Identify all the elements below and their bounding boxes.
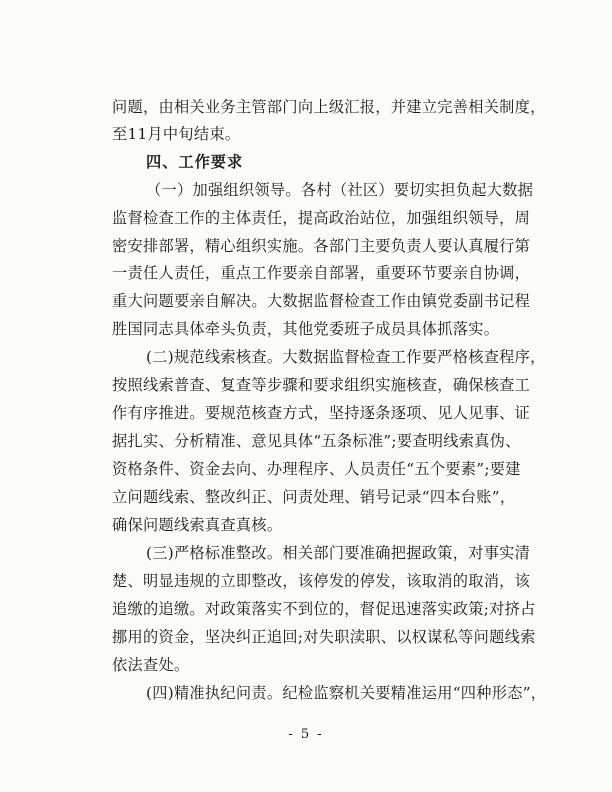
body-line: （一）加强组织领导。各村（社区）要切实担负起大数据 bbox=[146, 181, 534, 199]
page-number: - 5 - bbox=[288, 727, 324, 742]
body-line: 至11月中旬结束。 bbox=[112, 125, 241, 143]
body-line: (四)精准执纪问责。纪检监察机关要精准运用“四种形态”， bbox=[146, 684, 547, 702]
body-line: 确保问题线索真查真核。 bbox=[112, 516, 283, 534]
body-line: 重大问题要亲自解决。大数据监督检查工作由镇党委副书记程 bbox=[112, 292, 531, 310]
body-line: 作有序推进。要规范核查方式，坚持逐条逐项、见人见事、证 bbox=[112, 404, 531, 422]
body-line: (二)规范线索核查。大数据监督检查工作要严格核查程序， bbox=[146, 348, 546, 366]
body-line: 追缴的追缴。对政策落实不到位的，督促迅速落实政策;对挤占 bbox=[112, 600, 536, 618]
body-line: 一责任人责任，重点工作要亲自部署，重要环节要亲自协调， bbox=[112, 264, 531, 282]
body-line: 据扎实、分析精准、意见具体“五条标准”;要查明线索真伪、 bbox=[112, 432, 521, 450]
body-line: 按照线索普查、复查等步骤和要求组织实施核查，确保核查工 bbox=[112, 376, 531, 394]
body-line: 楚、明显违规的立即整改，该停发的停发，该取消的取消，该 bbox=[112, 572, 531, 590]
body-line: 依法查处。 bbox=[112, 656, 190, 674]
body-line: 挪用的资金，坚决纠正追回;对失职渎职、以权谋私等问题线索 bbox=[112, 628, 536, 646]
body-line: 监督检查工作的主体责任，提高政治站位，加强组织领导，周 bbox=[112, 209, 531, 227]
body-line: 胜国同志具体牵头负责，其他党委班子成员具体抓落实。 bbox=[112, 320, 500, 338]
body-line: 立问题线索、整改纠正、问责处理、销号记录“四本台账”， bbox=[112, 488, 516, 506]
body-line: 密安排部署，精心组织实施。各部门主要负责人要认真履行第 bbox=[112, 237, 531, 255]
body-line: 问题，由相关业务主管部门向上级汇报，并建立完善相关制度， bbox=[112, 98, 546, 116]
body-line: (三)严格标准整改。相关部门要准确把握政策，对事实清 bbox=[146, 544, 531, 562]
body-line: 资格条件、资金去向、办理程序、人员责任“五个要素”;要建 bbox=[112, 460, 521, 478]
section-heading: 四、工作要求 bbox=[146, 153, 244, 171]
